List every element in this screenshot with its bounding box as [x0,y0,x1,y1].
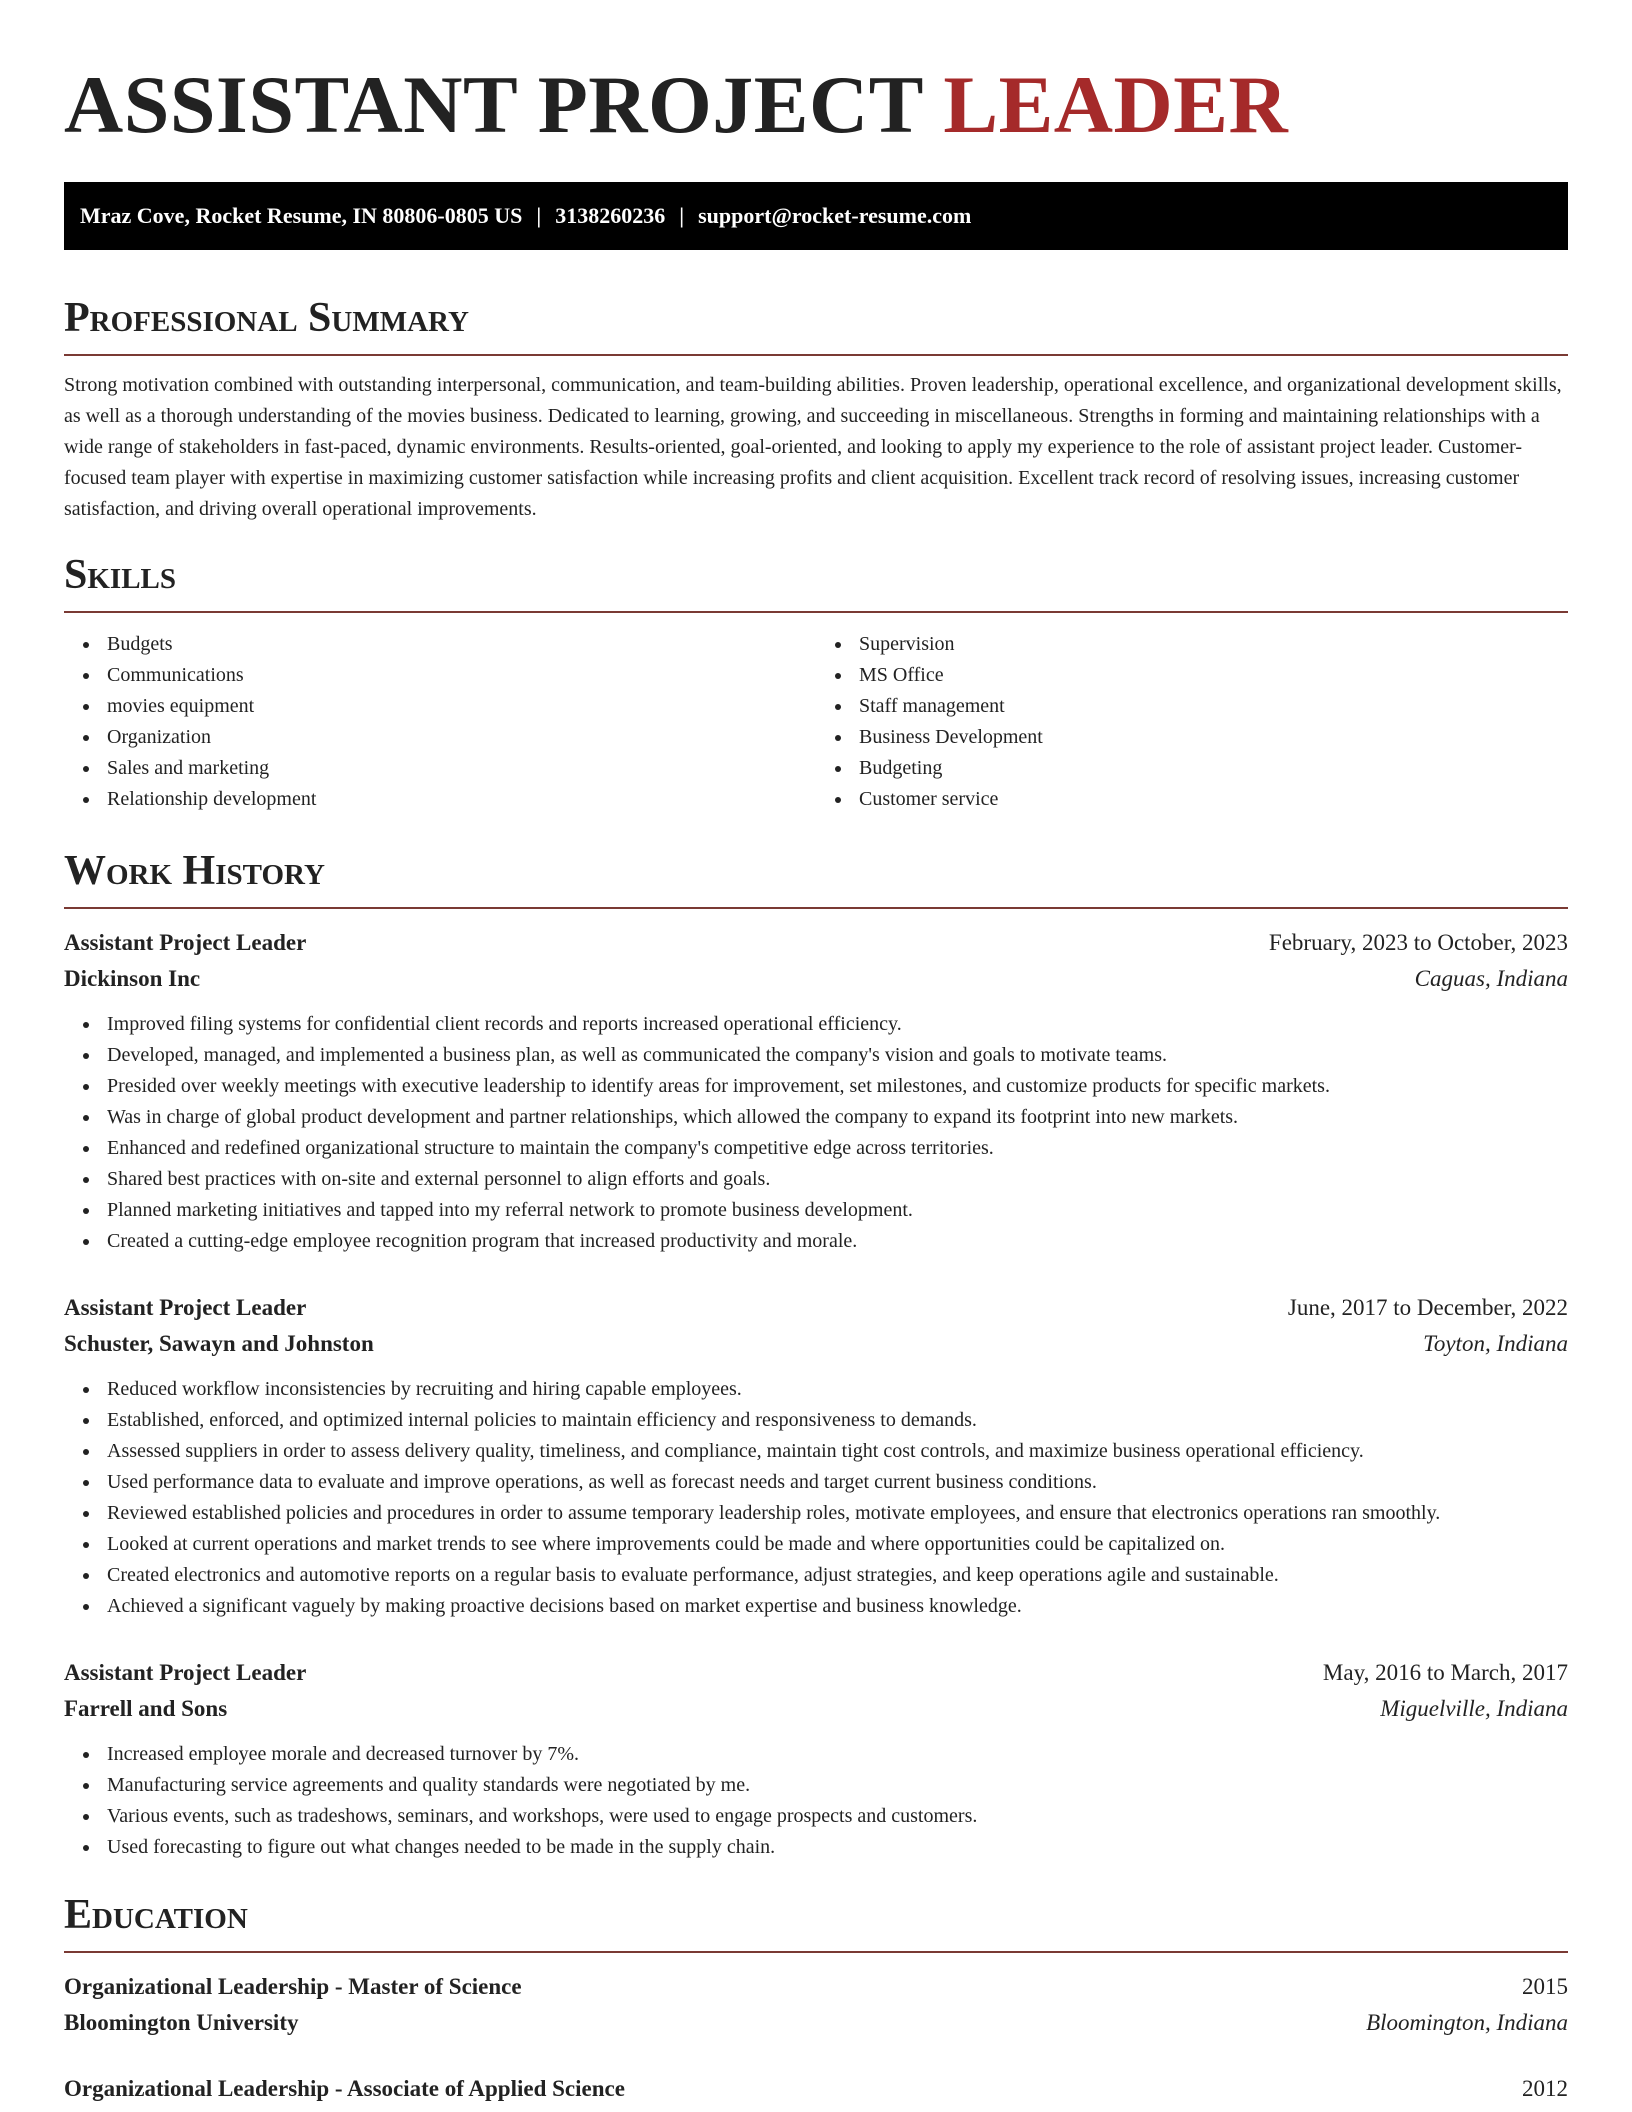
skill-item: movies equipment [107,691,816,722]
work-history-heading: Work History [64,848,325,894]
job-title-row [64,1655,1568,1691]
job-entry [64,925,1568,1257]
job-title: Assistant Project Leader [64,930,307,955]
section-divider [64,1951,1568,1953]
contact-address: Mraz Cove, Rocket Resume, IN 80806-0805 US [80,203,523,228]
education-year: 2012 [1522,2076,1568,2101]
skills-grid [64,629,1568,815]
section-divider [64,354,1568,356]
education-section [64,1891,1568,2107]
job-bullet: Achieved a significant vaguely by making proactive decisions based on market expertise and business knowledge. [107,1591,1568,1622]
job-company-row [64,1691,1568,1727]
skill-item: Customer service [859,784,1568,815]
job-bullet: Established, enforced, and optimized internal policies to maintain efficiency and responsiveness to demands. [107,1405,1568,1436]
job-bullet: Reduced workflow inconsistencies by recruiting and hiring capable employees. [107,1374,1568,1405]
job-company-row [64,1326,1568,1362]
resume-title [64,58,1568,152]
education-school-row [64,2005,1568,2041]
job-bullet: Assessed suppliers in order to assess delivery quality, timeliness, and compliance, maintain tight cost controls, and maximize business operational efficiency. [107,1436,1568,1467]
job-bullet: Reviewed established policies and procedures in order to assume temporary leadership roles, motivate employees, and ensure that electronics operations ran smoothly. [107,1498,1568,1529]
job-company-row [64,961,1568,997]
skill-item: Organization [107,722,816,753]
job-company: Schuster, Sawayn and Johnston [64,1331,374,1356]
job-dates: May, 2016 to March, 2017 [1322,1660,1568,1685]
summary-heading: Professional Summary [64,295,469,341]
contact-separator: | [536,203,542,228]
job-bullet: Increased employee morale and decreased turnover by 7%. [107,1739,1568,1770]
skill-item: Relationship development [107,784,816,815]
job-dates: June, 2017 to December, 2022 [1287,1295,1568,1320]
job-bullet: Shared best practices with on-site and external personnel to align efforts and goals. [107,1164,1568,1195]
job-bullet: Enhanced and redefined organizational structure to maintain the company's competitive edge across territories. [107,1133,1568,1164]
skills-column-left [64,629,816,815]
contact-bar [64,182,1568,250]
skill-item: Budgets [107,629,816,660]
skill-item: Budgeting [859,753,1568,784]
job-location: Caguas, Indiana [1414,966,1568,991]
job-title: Assistant Project Leader [64,1295,307,1320]
title-main: ASSISTANT PROJECT [64,59,923,150]
skill-item: Communications [107,660,816,691]
work-history-section [64,847,1568,1863]
skills-heading: Skills [64,552,177,598]
contact-phone[interactable]: 3138260236 [555,203,666,228]
section-divider [64,907,1568,909]
job-bullet: Developed, managed, and implemented a business plan, as well as communicated the company's vision and goals to motivate teams. [107,1040,1568,1071]
job-bullet: Was in charge of global product development and partner relationships, which allowed the company to expand its footprint into new markets. [107,1102,1568,1133]
skill-item: Staff management [859,691,1568,722]
education-school: Bloomington University [64,2010,299,2035]
job-bullet: Improved filing systems for confidential client records and reports increased operational efficiency. [107,1009,1568,1040]
title-accent: LEADER [943,59,1289,150]
job-title: Assistant Project Leader [64,1660,307,1685]
education-year: 2015 [1522,1974,1568,1999]
job-title-row [64,925,1568,961]
job-bullet: Created electronics and automotive reports on a regular basis to evaluate performance, adjust strategies, and keep operations agile and sustainable. [107,1560,1568,1591]
education-entry [64,2071,1568,2107]
education-degree-row [64,2071,1568,2107]
contact-separator: | [679,203,685,228]
job-entry [64,1655,1568,1863]
job-location: Toyton, Indiana [1423,1331,1568,1356]
job-title-row [64,1290,1568,1326]
skills-section [64,551,1568,815]
job-bullet: Manufacturing service agreements and quality standards were negotiated by me. [107,1770,1568,1801]
education-location: Bloomington, Indiana [1366,2010,1568,2035]
job-bullet: Planned marketing initiatives and tapped into my referral network to promote business development. [107,1195,1568,1226]
job-entry [64,1290,1568,1622]
skill-item: Business Development [859,722,1568,753]
skill-item: Supervision [859,629,1568,660]
contact-email[interactable]: support@rocket-resume.com [698,203,972,228]
education-degree-row [64,1969,1568,2005]
job-bullets [64,1009,1568,1257]
job-bullet: Various events, such as tradeshows, seminars, and workshops, were used to engage prospects and customers. [107,1801,1568,1832]
job-location: Miguelville, Indiana [1380,1696,1568,1721]
skill-item: Sales and marketing [107,753,816,784]
job-bullet: Used forecasting to figure out what changes needed to be made in the supply chain. [107,1832,1568,1863]
skill-item: MS Office [859,660,1568,691]
job-bullet: Looked at current operations and market trends to see where improvements could be made and where opportunities could be capitalized on. [107,1529,1568,1560]
education-degree: Organizational Leadership - Master of Science [64,1974,522,1999]
job-bullets [64,1739,1568,1863]
resume-page [64,0,1568,2107]
job-dates: February, 2023 to October, 2023 [1268,930,1568,955]
job-bullet: Used performance data to evaluate and improve operations, as well as forecast needs and target current business conditions. [107,1467,1568,1498]
education-degree: Organizational Leadership - Associate of Applied Science [64,2076,625,2101]
summary-text: Strong motivation combined with outstanding interpersonal, communication, and team-building abilities. Proven leadership, operational excellence, and organizational development skills, as well as a thorough understanding of the movies business. Dedicated to learning, growing, and succeeding in miscellaneous. Strengths in forming and maintaining relationships with a wide range of stakeholders in fast-paced, dynamic environments. Results-oriented, goal-oriented, and looking to apply my experience to the role of assistant project leader. Customer-focused team player with expertise in maximizing customer satisfaction while increasing profits and client acquisition. Excellent track record of resolving issues, increasing customer satisfaction, and driving overall operational improvements. [64,374,1562,520]
section-divider [64,611,1568,613]
job-bullet: Created a cutting-edge employee recognition program that increased productivity and morale. [107,1226,1568,1257]
education-entry [64,1969,1568,2041]
job-bullets [64,1374,1568,1622]
skills-column-right [816,629,1568,815]
summary-section [64,294,1568,525]
education-heading: Education [64,1892,248,1938]
job-bullet: Presided over weekly meetings with executive leadership to identify areas for improvement, set milestones, and customize products for specific markets. [107,1071,1568,1102]
job-company: Dickinson Inc [64,966,201,991]
job-company: Farrell and Sons [64,1696,228,1721]
